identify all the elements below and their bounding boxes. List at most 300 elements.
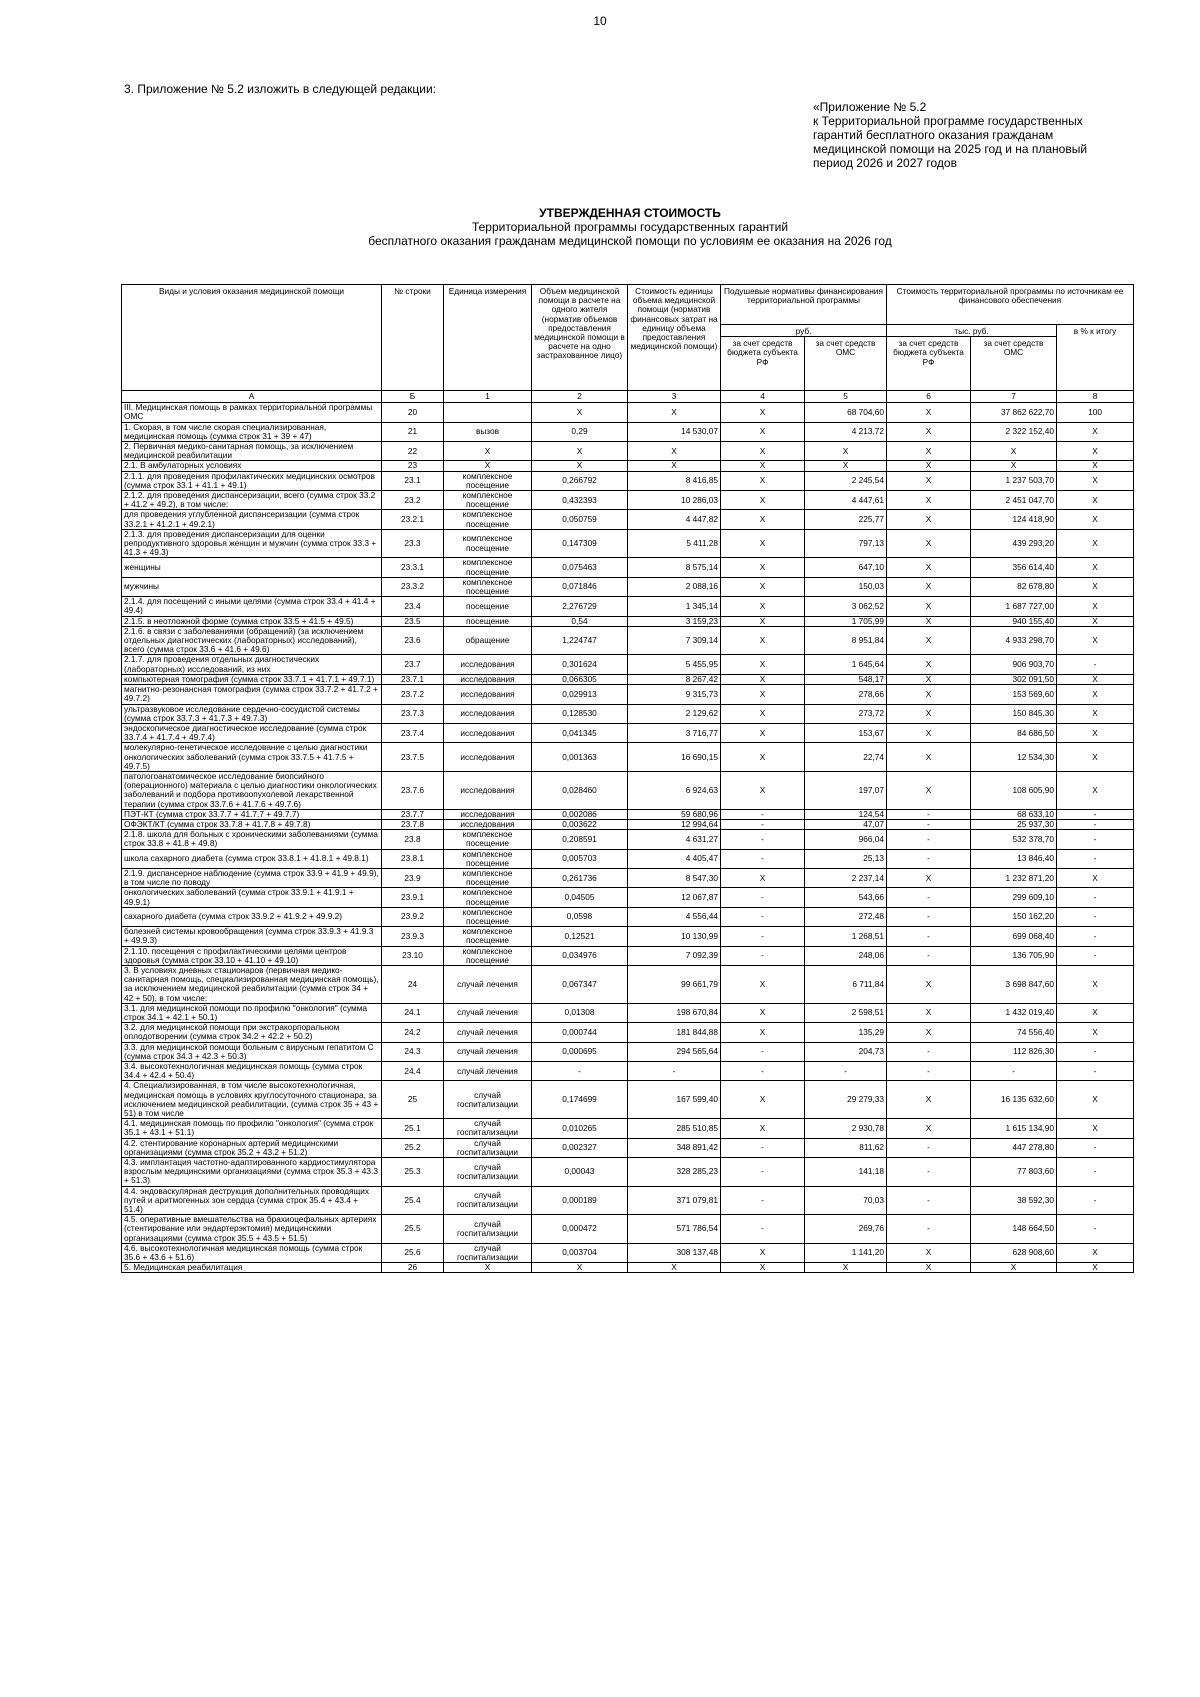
- row-number: 23.7: [382, 655, 444, 674]
- row-label: 4.2. стентирование коронарных артерий медицинскими организациями (сумма строк 35.2 + 43.2 + 51.2): [122, 1138, 382, 1157]
- row-cost-budget: -: [887, 1215, 971, 1244]
- row-number: 23.5: [382, 616, 444, 626]
- row-cost-budget: X: [887, 403, 971, 422]
- row-cost-budget: X: [887, 461, 971, 471]
- row-unit-cost: 285 510,85: [628, 1119, 721, 1138]
- row-label: 3.1. для медицинской помощи по профилю "онкология" (сумма строк 34.1 + 42.1 + 50.1): [122, 1003, 382, 1022]
- row-per-capita-budget: -: [721, 1138, 805, 1157]
- row-unit-cost: 328 285,23: [628, 1158, 721, 1187]
- row-per-capita-budget: -: [721, 819, 805, 829]
- row-per-capita-oms: 204,73: [805, 1042, 887, 1061]
- row-label: ПЭТ-КТ (сумма строк 33.7.7 + 41.7.7 + 49.7.7): [122, 809, 382, 819]
- row-per-capita-oms: 272,48: [805, 907, 887, 926]
- row-per-capita-budget: X: [721, 422, 805, 441]
- row-label: 2.1.3. для проведения диспансеризации для оценки репродуктивного здоровья женщин и мужчин (сумма строк 33.3 + 41.3 + 49.3): [122, 529, 382, 558]
- row-number: 23.7.5: [382, 743, 444, 772]
- row-percent: -: [1057, 927, 1134, 946]
- row-unit-cost: 4 405,47: [628, 849, 721, 868]
- row-per-capita-oms: 25,13: [805, 849, 887, 868]
- row-unit-cost: 9 315,73: [628, 685, 721, 704]
- row-cost-budget: -: [887, 819, 971, 829]
- appendix-reference: [813, 100, 1133, 170]
- row-number: 23.8.1: [382, 849, 444, 868]
- table-row: [122, 888, 1134, 907]
- row-cost-budget: X: [887, 422, 971, 441]
- header-rub: руб.: [721, 325, 887, 337]
- table-row: [122, 946, 1134, 965]
- row-per-capita-budget: X: [721, 597, 805, 616]
- row-cost-budget: X: [887, 771, 971, 809]
- row-number: 23.7.4: [382, 723, 444, 742]
- row-per-capita-oms: 68 704,60: [805, 403, 887, 422]
- header-thous-rub: тыс. руб.: [887, 325, 1057, 337]
- appendix-line: период 2026 и 2027 годов: [813, 156, 957, 170]
- row-percent: -: [1057, 819, 1134, 829]
- row-volume: 0,04505: [532, 888, 628, 907]
- row-unit: исследования: [444, 771, 532, 809]
- row-label: для проведения углубленной диспансеризации (сумма строк 33.2.1 + 41.2.1 + 49.2.1): [122, 510, 382, 529]
- row-unit: вызов: [444, 422, 532, 441]
- row-volume: 0,000472: [532, 1215, 628, 1244]
- row-number: 25.2: [382, 1138, 444, 1157]
- row-volume: 0,034976: [532, 946, 628, 965]
- row-volume: 0,174699: [532, 1081, 628, 1119]
- table-row: [122, 685, 1134, 704]
- row-volume: 0,041345: [532, 723, 628, 742]
- row-cost-oms: X: [971, 461, 1057, 471]
- row-volume: 0,266792: [532, 471, 628, 490]
- table-row: [122, 1215, 1134, 1244]
- row-volume: 0,128530: [532, 704, 628, 723]
- table-row: [122, 461, 1134, 471]
- row-number: 23.9.1: [382, 888, 444, 907]
- row-volume: 0,01308: [532, 1003, 628, 1022]
- row-cost-budget: X: [887, 674, 971, 684]
- row-unit-cost: 4 631,27: [628, 830, 721, 849]
- row-unit: исследования: [444, 743, 532, 772]
- table-row: [122, 743, 1134, 772]
- row-unit: посещение: [444, 616, 532, 626]
- row-volume: 0,028460: [532, 771, 628, 809]
- row-cost-oms: 16 135 632,60: [971, 1081, 1057, 1119]
- row-volume: 1,224747: [532, 626, 628, 655]
- row-percent: X: [1057, 965, 1134, 1003]
- row-unit-cost: 3 159,23: [628, 616, 721, 626]
- row-cost-oms: 4 933 298,70: [971, 626, 1057, 655]
- row-number: 21: [382, 422, 444, 441]
- row-per-capita-oms: 548,17: [805, 674, 887, 684]
- row-unit-cost: 2 129,62: [628, 704, 721, 723]
- row-number: 23.3.1: [382, 558, 444, 577]
- table-row: [122, 723, 1134, 742]
- row-volume: 0,29: [532, 422, 628, 441]
- table-row: [122, 1042, 1134, 1061]
- table-body: [122, 403, 1134, 1273]
- row-percent: -: [1057, 1186, 1134, 1215]
- table-row: [122, 1263, 1134, 1273]
- row-unit: комплексное посещение: [444, 849, 532, 868]
- appendix-line: к Территориальной программе государственных: [813, 114, 1083, 128]
- row-per-capita-oms: 153,67: [805, 723, 887, 742]
- row-volume: X: [532, 403, 628, 422]
- row-unit: случай лечения: [444, 1042, 532, 1061]
- row-unit-cost: X: [628, 442, 721, 461]
- row-cost-oms: 77 803,60: [971, 1158, 1057, 1187]
- row-label: 2.1.7. для проведения отдельных диагностических (лабораторных) исследований, из них: [122, 655, 382, 674]
- row-percent: X: [1057, 743, 1134, 772]
- row-percent: X: [1057, 771, 1134, 809]
- row-per-capita-oms: 4 447,61: [805, 491, 887, 510]
- row-label: компьютерная томография (сумма строк 33.7.1 + 41.7.1 + 49.7.1): [122, 674, 382, 684]
- row-cost-oms: 1 237 503,70: [971, 471, 1057, 490]
- row-cost-oms: 356 614,40: [971, 558, 1057, 577]
- row-percent: 100: [1057, 403, 1134, 422]
- row-unit: X: [444, 442, 532, 461]
- row-unit: исследования: [444, 809, 532, 819]
- row-per-capita-budget: X: [721, 655, 805, 674]
- row-volume: 0,067347: [532, 965, 628, 1003]
- header-row-number: № строки: [382, 285, 444, 391]
- row-label: 2.1.2. для проведения диспансеризации, всего (сумма строк 33.2 + 41.2 + 49.2), в том числе:: [122, 491, 382, 510]
- row-per-capita-budget: -: [721, 888, 805, 907]
- row-unit-cost: 294 565,64: [628, 1042, 721, 1061]
- table-row: [122, 510, 1134, 529]
- table-row: [122, 1062, 1134, 1081]
- row-unit: случай госпитализации: [444, 1215, 532, 1244]
- row-per-capita-oms: 797,13: [805, 529, 887, 558]
- row-unit: комплексное посещение: [444, 558, 532, 577]
- row-per-capita-budget: X: [721, 1263, 805, 1273]
- row-label: 3.3. для медицинской помощи больным с вирусным гепатитом С (сумма строк 34.3 + 42.3 + 50.3): [122, 1042, 382, 1061]
- row-number: 25.6: [382, 1243, 444, 1262]
- row-unit-cost: 1 345,14: [628, 597, 721, 616]
- row-cost-budget: -: [887, 888, 971, 907]
- table-row: [122, 1023, 1134, 1042]
- row-label: эндоскопическое диагностическое исследование (сумма строк 33.7.4 + 41.7.4 + 49.7.4): [122, 723, 382, 742]
- row-volume: 0,00043: [532, 1158, 628, 1187]
- row-per-capita-oms: 1 268,51: [805, 927, 887, 946]
- row-unit: исследования: [444, 723, 532, 742]
- row-label: молекулярно-генетическое исследование с целью диагностики онкологических заболеваний (сумма строк 33.7.5 + 41.7.5 + 49.7.5): [122, 743, 382, 772]
- row-cost-oms: 940 155,40: [971, 616, 1057, 626]
- row-per-capita-budget: X: [721, 626, 805, 655]
- row-cost-budget: X: [887, 743, 971, 772]
- row-volume: 0,050759: [532, 510, 628, 529]
- table-row: [122, 907, 1134, 926]
- row-unit: комплексное посещение: [444, 868, 532, 887]
- row-percent: -: [1057, 888, 1134, 907]
- row-percent: X: [1057, 868, 1134, 887]
- row-label: 4.5. оперативные вмешательства на брахиоцефальных артериях (стентирование или эндартерэктомия) медицинскими организациями (сумма строк 35.5 + 43.5 + 51.5): [122, 1215, 382, 1244]
- row-cost-budget: X: [887, 558, 971, 577]
- row-unit: комплексное посещение: [444, 471, 532, 490]
- row-cost-budget: X: [887, 685, 971, 704]
- row-number: 23.7.3: [382, 704, 444, 723]
- row-unit: случай госпитализации: [444, 1186, 532, 1215]
- row-cost-oms: 447 278,80: [971, 1138, 1057, 1157]
- row-volume: 0,432393: [532, 491, 628, 510]
- row-label: онкологических заболеваний (сумма строк 33.9.1 + 41.9.1 + 49.9.1): [122, 888, 382, 907]
- table-row: [122, 597, 1134, 616]
- row-per-capita-budget: X: [721, 743, 805, 772]
- row-percent: X: [1057, 461, 1134, 471]
- row-cost-oms: 150 162,20: [971, 907, 1057, 926]
- row-number: 25.1: [382, 1119, 444, 1138]
- table-row: [122, 1186, 1134, 1215]
- row-number: 23: [382, 461, 444, 471]
- row-per-capita-budget: X: [721, 558, 805, 577]
- row-cost-budget: X: [887, 577, 971, 596]
- row-volume: 0,002086: [532, 809, 628, 819]
- row-per-capita-budget: X: [721, 1243, 805, 1262]
- row-label: III. Медицинская помощь в рамках территориальной программы ОМС: [122, 403, 382, 422]
- table-row: [122, 422, 1134, 441]
- row-cost-budget: X: [887, 655, 971, 674]
- table-row: [122, 830, 1134, 849]
- row-per-capita-budget: -: [721, 907, 805, 926]
- row-per-capita-oms: 8 951,84: [805, 626, 887, 655]
- row-unit: случай госпитализации: [444, 1081, 532, 1119]
- cost-table: [121, 284, 1134, 1273]
- row-unit-cost: 99 661,79: [628, 965, 721, 1003]
- row-percent: X: [1057, 723, 1134, 742]
- row-cost-oms: 25 937,30: [971, 819, 1057, 829]
- header-program-cost: Стоимость территориальной программы по источникам ее финансового обеспечения: [887, 285, 1134, 325]
- row-per-capita-budget: -: [721, 946, 805, 965]
- header-percent: в % к итогу: [1057, 325, 1134, 391]
- row-unit-cost: 4 556,44: [628, 907, 721, 926]
- row-cost-budget: X: [887, 491, 971, 510]
- table-row: [122, 616, 1134, 626]
- row-unit-cost: 10 130,99: [628, 927, 721, 946]
- row-per-capita-oms: 3 062,52: [805, 597, 887, 616]
- row-percent: -: [1057, 946, 1134, 965]
- row-per-capita-oms: 273,72: [805, 704, 887, 723]
- page-number: 10: [593, 14, 607, 28]
- row-per-capita-budget: -: [721, 927, 805, 946]
- row-per-capita-oms: -: [805, 1062, 887, 1081]
- row-volume: 0,003622: [532, 819, 628, 829]
- row-label: 2.1.6. в связи с заболеваниями (обращений) (за исключением отдельных диагностических (лабораторных) исследований), всего (сумма строк 33.6 + 41.6 + 49.6): [122, 626, 382, 655]
- row-per-capita-budget: X: [721, 461, 805, 471]
- row-unit-cost: 348 891,42: [628, 1138, 721, 1157]
- row-percent: X: [1057, 422, 1134, 441]
- row-percent: X: [1057, 510, 1134, 529]
- row-label: 4.1. медицинская помощь по профилю "онкология" (сумма строк 35.1 + 43.1 + 51.1): [122, 1119, 382, 1138]
- title-line-1: УТВЕРЖДЕННАЯ СТОИМОСТЬ: [539, 206, 721, 220]
- row-number: 25.3: [382, 1158, 444, 1187]
- row-cost-budget: X: [887, 1003, 971, 1022]
- row-per-capita-budget: X: [721, 1081, 805, 1119]
- row-cost-oms: 3 698 847,60: [971, 965, 1057, 1003]
- row-number: 23.3: [382, 529, 444, 558]
- row-per-capita-oms: 141,18: [805, 1158, 887, 1187]
- row-volume: 0,000695: [532, 1042, 628, 1061]
- row-label: 3.2. для медицинской помощи при экстракорпоральном оплодотворении (сумма строк 34.2 + 42.2 + 50.2): [122, 1023, 382, 1042]
- column-number: Б: [382, 391, 444, 403]
- row-volume: 0,000744: [532, 1023, 628, 1042]
- row-cost-budget: -: [887, 1042, 971, 1061]
- row-cost-oms: 153 569,60: [971, 685, 1057, 704]
- row-volume: 0,0598: [532, 907, 628, 926]
- row-volume: X: [532, 442, 628, 461]
- row-cost-budget: X: [887, 1081, 971, 1119]
- row-unit: случай госпитализации: [444, 1119, 532, 1138]
- row-unit: случай лечения: [444, 965, 532, 1003]
- row-number: 23.6: [382, 626, 444, 655]
- column-number: 2: [532, 391, 628, 403]
- row-cost-budget: -: [887, 907, 971, 926]
- row-percent: X: [1057, 529, 1134, 558]
- row-per-capita-oms: 278,66: [805, 685, 887, 704]
- row-unit-cost: 181 844,88: [628, 1023, 721, 1042]
- row-per-capita-oms: 135,29: [805, 1023, 887, 1042]
- row-cost-budget: X: [887, 616, 971, 626]
- row-unit-cost: 16 690,15: [628, 743, 721, 772]
- row-unit: исследования: [444, 674, 532, 684]
- header-kinds: Виды и условия оказания медицинской помощи: [122, 285, 382, 391]
- table-row: [122, 1119, 1134, 1138]
- row-cost-budget: X: [887, 597, 971, 616]
- row-number: 24.4: [382, 1062, 444, 1081]
- row-cost-budget: X: [887, 471, 971, 490]
- row-per-capita-budget: X: [721, 1119, 805, 1138]
- row-percent: -: [1057, 849, 1134, 868]
- row-number: 23.9.2: [382, 907, 444, 926]
- row-unit-cost: 571 786,54: [628, 1215, 721, 1244]
- row-number: 23.7.6: [382, 771, 444, 809]
- row-per-capita-oms: X: [805, 461, 887, 471]
- row-cost-oms: 299 609,10: [971, 888, 1057, 907]
- row-per-capita-oms: 543,66: [805, 888, 887, 907]
- row-per-capita-oms: 29 279,33: [805, 1081, 887, 1119]
- header-unit: Единица измерения: [444, 285, 532, 391]
- row-per-capita-oms: 811,62: [805, 1138, 887, 1157]
- appendix-line: гарантий бесплатного оказания гражданам: [813, 128, 1054, 142]
- row-label: школа сахарного диабета (сумма строк 33.8.1 + 41.8.1 + 49.8.1): [122, 849, 382, 868]
- row-label: мужчины: [122, 577, 382, 596]
- row-per-capita-budget: X: [721, 674, 805, 684]
- table-row: [122, 927, 1134, 946]
- row-cost-oms: 532 378,70: [971, 830, 1057, 849]
- row-cost-oms: 82 678,80: [971, 577, 1057, 596]
- table-row: [122, 491, 1134, 510]
- row-per-capita-oms: 197,07: [805, 771, 887, 809]
- row-per-capita-oms: 248,06: [805, 946, 887, 965]
- row-label: 2.1.10. посещения с профилактическими целями центров здоровья (сумма строк 33.10 + 41.10 + 49.10): [122, 946, 382, 965]
- table-row: [122, 403, 1134, 422]
- row-cost-oms: 13 846,40: [971, 849, 1057, 868]
- row-volume: 0,261736: [532, 868, 628, 887]
- row-label: 2.1. В амбулаторных условиях: [122, 461, 382, 471]
- row-cost-oms: 124 418,90: [971, 510, 1057, 529]
- row-percent: X: [1057, 1081, 1134, 1119]
- row-cost-budget: -: [887, 946, 971, 965]
- row-number: 24.2: [382, 1023, 444, 1042]
- row-unit: случай госпитализации: [444, 1243, 532, 1262]
- row-cost-oms: 2 322 152,40: [971, 422, 1057, 441]
- row-unit: комплексное посещение: [444, 510, 532, 529]
- row-unit-cost: 12 067,87: [628, 888, 721, 907]
- row-cost-oms: 148 664,50: [971, 1215, 1057, 1244]
- row-volume: 0,066305: [532, 674, 628, 684]
- row-unit: комплексное посещение: [444, 529, 532, 558]
- row-percent: -: [1057, 1062, 1134, 1081]
- table-row: [122, 577, 1134, 596]
- row-cost-oms: 628 908,60: [971, 1243, 1057, 1262]
- row-unit: случай лечения: [444, 1023, 532, 1042]
- row-per-capita-oms: 124,54: [805, 809, 887, 819]
- row-number: 25: [382, 1081, 444, 1119]
- row-percent: X: [1057, 1003, 1134, 1022]
- row-label: ультразвуковое исследование сердечно-сосудистой системы (сумма строк 33.7.3 + 41.7.3 + 49.7.3): [122, 704, 382, 723]
- table-row: [122, 704, 1134, 723]
- row-volume: 0,075463: [532, 558, 628, 577]
- row-per-capita-budget: X: [721, 529, 805, 558]
- header-budget: за счет средств бюджета субъекта РФ: [721, 337, 805, 391]
- row-number: 20: [382, 403, 444, 422]
- row-per-capita-budget: -: [721, 830, 805, 849]
- row-label: 4.3. имплантация частотно-адаптированного кардиостимулятора взрослым медицинскими организациями (сумма строк 35.3 + 43.3 + 51.3): [122, 1158, 382, 1187]
- row-cost-oms: 1 615 134,90: [971, 1119, 1057, 1138]
- row-per-capita-oms: 966,04: [805, 830, 887, 849]
- row-per-capita-oms: 269,76: [805, 1215, 887, 1244]
- row-per-capita-oms: 4 213,72: [805, 422, 887, 441]
- row-cost-oms: 302 091,50: [971, 674, 1057, 684]
- row-per-capita-oms: X: [805, 1263, 887, 1273]
- row-per-capita-budget: -: [721, 1062, 805, 1081]
- row-per-capita-budget: -: [721, 849, 805, 868]
- row-per-capita-oms: 2 245,54: [805, 471, 887, 490]
- row-per-capita-oms: 1 645,64: [805, 655, 887, 674]
- row-label: 4. Специализированная, в том числе высокотехнологичная, медицинская помощь в условиях круглосуточного стационара, за исключением медицинской реабилитации, (сумма строк 35 + 43 + 51) в том числе: [122, 1081, 382, 1119]
- row-percent: X: [1057, 597, 1134, 616]
- row-number: 23.2.1: [382, 510, 444, 529]
- intro-text: 3. Приложение № 5.2 изложить в следующей редакции:: [124, 82, 437, 96]
- row-cost-budget: X: [887, 723, 971, 742]
- row-per-capita-budget: X: [721, 403, 805, 422]
- row-unit-cost: 7 309,14: [628, 626, 721, 655]
- row-volume: 0,12521: [532, 927, 628, 946]
- table-row: [122, 849, 1134, 868]
- row-label: 4.6. высокотехнологичная медицинская помощь (сумма строк 35.6 + 43.6 + 51.6): [122, 1243, 382, 1262]
- row-percent: X: [1057, 491, 1134, 510]
- row-cost-budget: X: [887, 1263, 971, 1273]
- row-percent: -: [1057, 1215, 1134, 1244]
- row-volume: 0,029913: [532, 685, 628, 704]
- table-row: [122, 471, 1134, 490]
- table-row: [122, 558, 1134, 577]
- row-unit-cost: 8 547,30: [628, 868, 721, 887]
- row-unit-cost: 371 079,81: [628, 1186, 721, 1215]
- row-unit-cost: 4 447,82: [628, 510, 721, 529]
- row-cost-oms: 1 687 727,00: [971, 597, 1057, 616]
- row-per-capita-budget: X: [721, 616, 805, 626]
- row-cost-oms: 12 534,30: [971, 743, 1057, 772]
- row-unit-cost: 14 530,07: [628, 422, 721, 441]
- row-per-capita-oms: X: [805, 442, 887, 461]
- row-cost-budget: -: [887, 1138, 971, 1157]
- row-unit-cost: X: [628, 1263, 721, 1273]
- row-unit: посещение: [444, 597, 532, 616]
- row-volume: 0,002327: [532, 1138, 628, 1157]
- column-number: А: [122, 391, 382, 403]
- table-row: [122, 1243, 1134, 1262]
- column-number: 8: [1057, 391, 1134, 403]
- row-percent: X: [1057, 1119, 1134, 1138]
- row-label: 4.4. эндоваскулярная деструкция дополнительных проводящих путей и аритмогенных зон сердца (сумма строк 35.4 + 43.4 + 51.4): [122, 1186, 382, 1215]
- row-number: 23.9: [382, 868, 444, 887]
